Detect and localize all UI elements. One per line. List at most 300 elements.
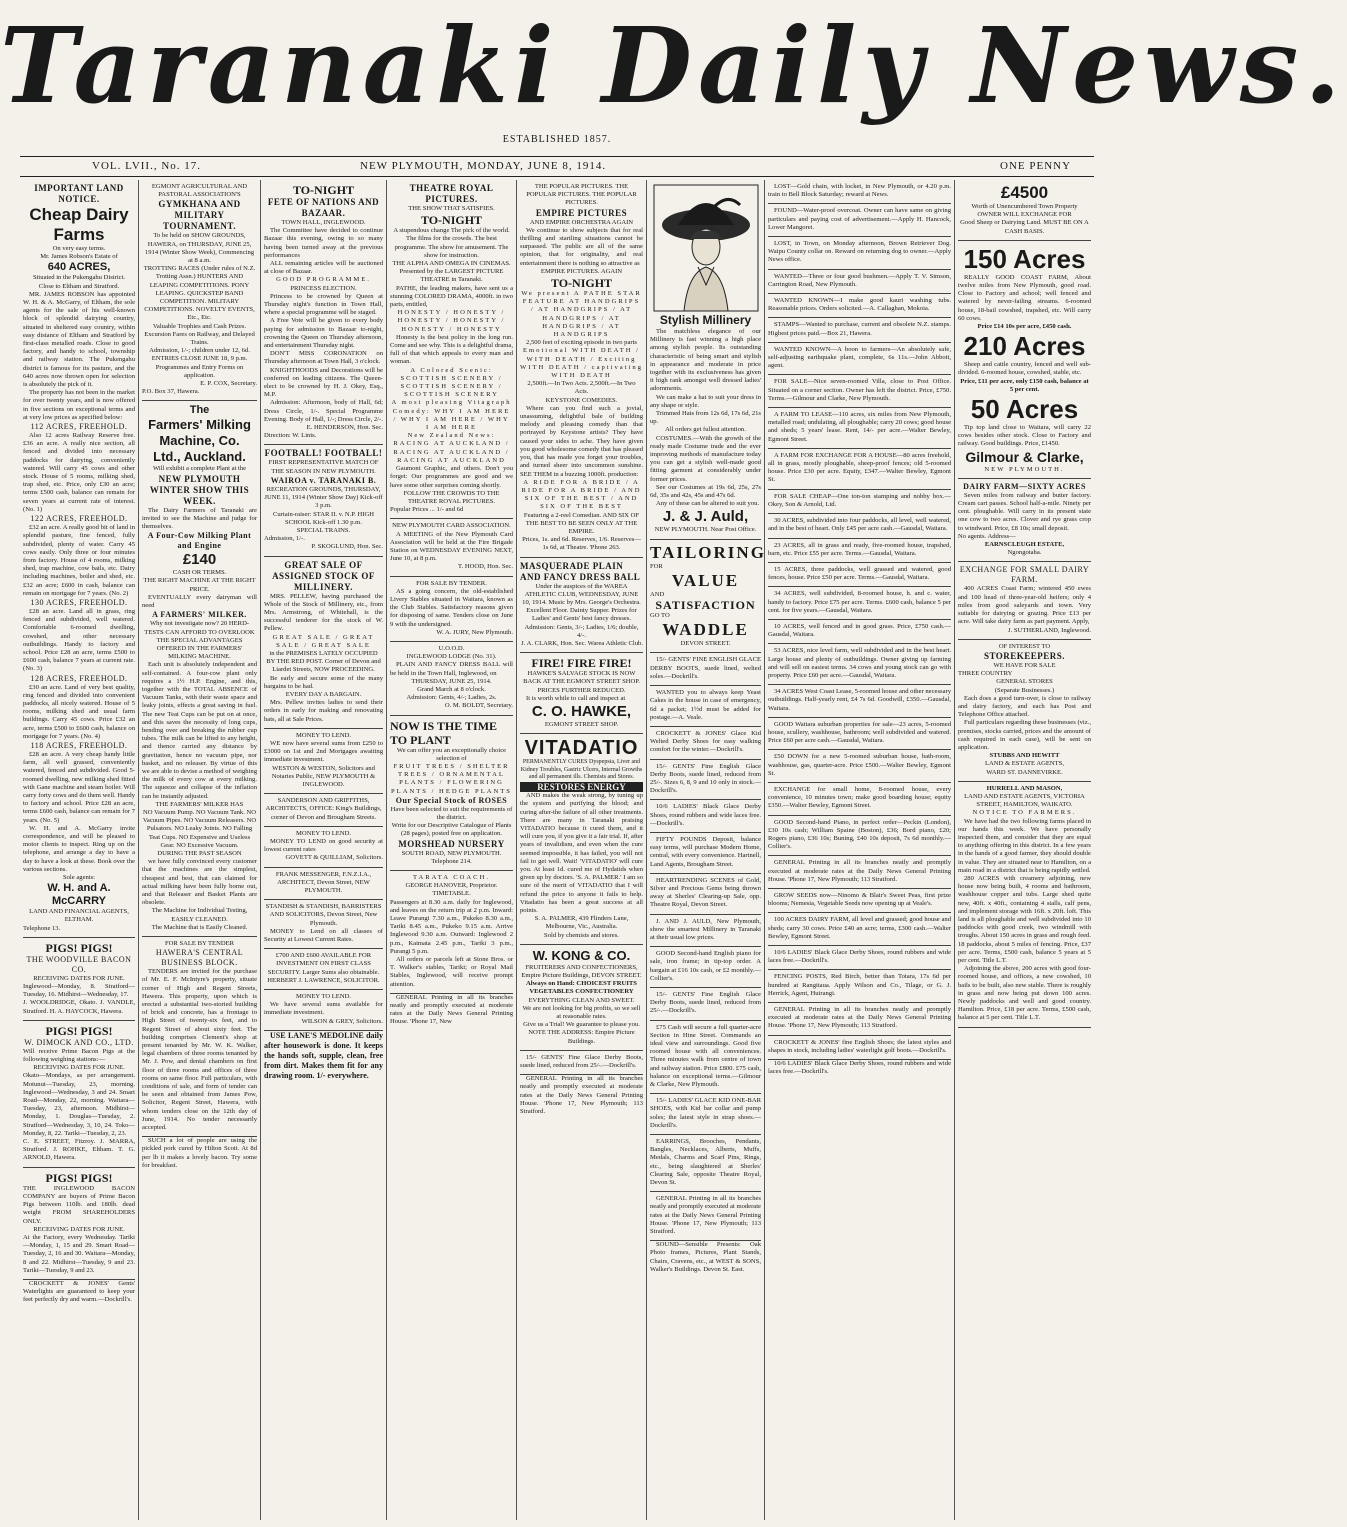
empire-keystone-body: Where can you find such a jovial, unassuming, delightful bale of building melody and pleasing comedy than that portrayed by Keystone artists? They have caused your sides to ache. They have given you good wholesome comedy that has pleased you, that has made you forget your troubles, and turned sheer into uncommon sunshine. SEE THEM in a buzzing 1000ft. production: [520,404,643,478]
pigs-dates-heading-2: RECEIVING DATES FOR JUNE. [33,1064,125,1072]
coach-heading: TARATA COACH. [413,874,490,882]
nursery-roses-body: Have been selected to suit the requirements of the district. [390,805,513,821]
fm-why: Why not investigate now? 20 HERD-TESTS CAN AFFORD TO OVERLOOK THE SPECIAL ADVANTAGES OFFERED IN THE FARMERS' MILKING MACHINE. [144,620,255,661]
small-ad-9: GOOD Second-hand English piano for sale, iron frame; in tip-top order. A bargain at £16 10s cash, or £2 monthly.—Collier's. [650,947,761,988]
section-122-body: £32 an acre. A really good bit of land in splendid pasture, fine fenced, fully subdivided, plenty of water. Carry 45 cows easily. Only three or four minutes from factory. House of 4 rooms, milking shed, trap machine, cow bails, etc. Dairy including machines, boiler and shed, etc. £32 an acre; £600 in cash, balance can remain on mortgage for 7 years. (No. 2) [23,524,135,597]
fete-princess: PRINCESS ELECTION. [290,284,357,292]
money-ad-weston [264,729,383,794]
egmont-association: EGMONT AGRICULTURAL AND PASTORAL ASSOCIATION'S [151,183,248,199]
weston-solicitors: WESTON & WESTON, Solicitors and Notaries Public, NEW PLYMOUTH & INGLEWOOD. [271,764,376,788]
column-7 [764,180,954,1520]
kong-clean: EVERYTHING CLEAN AND SWEET. [528,996,635,1004]
sanderson-ad [264,794,383,827]
pigs-dates: Inglewood—Monday, 8. Stratford—Tuesday, 16. Midhirst—Wednesday, 17. [23,983,135,999]
nursery-offer: We can offer you an exceptionally choice selection of [396,746,507,762]
classified-5: WANTED KNOWN—I make good kauri washing tubs. Reasonable prices. Orders solicited.—A. Callaghan, Mokoia. [768,294,951,318]
kong-stock: Always on Hand: CHOICEST FRUITS VEGETABLES CONFECTIONERY [526,980,637,996]
volume-number: VOL. LVII., No. 17. [92,160,202,172]
land-notice-ad [23,180,135,938]
land-notice-body: MR. JAMES ROBSON has appointed W. H. & A. McGarry, of Eltham, the sole agents for the sale of his well-known block of splendid dairying country, situated in sheltered easy country, within easy distance of Eltham and Stratford by first-class metalled roads. Close to good factory, and handy to school, township and railway station. The Pukengahu district is famous for its pasture, and the 640 acres now thrown open for selection is absolutely the pick of it. [23,290,135,389]
section-118-body: £28 an acre. A very cheap handy little farm, all well grassed, conveniently watered, fenced and subdivided. Good 5-roomed dwelling, new milking shed fitted with Gane machine and steam boiler. Will carry forty cows and do them well. Handy to factory and school. Price £28 an acre, terms £600 cash, balance can remain for 7 years. (No. 5) [23,750,135,824]
fete-tonight: TO-NIGHT [292,183,355,197]
vitadatio-restores: RESTORES ENERGY [520,782,643,792]
livery-agent: W. A. JURY, New Plymouth. [436,628,513,636]
dateline [20,160,1094,176]
coach-timetable-heading: TIMETABLE. [432,890,471,898]
estate-line: Mr. James Robson's Estate of [40,253,118,261]
classified-26: 10/6 LADIES' Black Glace Derby Shoes, round rubbers and wide laces free.—Dockrill's. [768,946,951,970]
millinery-orders: All orders get fullest attention. [665,426,746,434]
newspaper-title: Taranaki Daily News. [0,4,1347,127]
vitadatio-body: AND makes the weak strong, by tuning up the system and purifying the blood; and curing after-the failure of all other treatments. There are many in Taranaki praising VITADATIO because it cured them, and it will cure you, if you give it a fair trial. If, after years of invalidism, and even when the cure seemed impossible, it has failed, you will not fail to get well. Wait! 'VITADATIO' will cure you. At least 1d. cured me of Hydatids when given up by doctors. 'S. A. PALMER.' I am so sure of the merit of VITADATIO that I will refund the price to anyone it fails to help. Vitadatio has been a great success at all points. [520,792,643,914]
hurrell-mason: HURRELL AND MASON, [986,784,1063,792]
acres-210-body: Sheep and cattle country, fenced and well sub-divided. 6-roomed house, cowshed, stable, etc. [958,361,1091,377]
hawke-name: C. O. HAWKE, [531,702,632,720]
football-first: FIRST REPRESENTATIVE MATCH OF THE SEASON IN NEW PLYMOUTH. [268,459,379,475]
fete-knighthoods: KNIGHTHOODS and Decorations will be conferred on leading citizens. The Queen-elect to be crowned by H. J. Okey, Esq., M.P. [264,366,383,399]
acres-150-price: Price £14 10s per acre, £450 cash. [977,323,1072,331]
storekeepers-interest: OF INTEREST TO [998,642,1051,650]
empire-heading: EMPIRE PICTURES [535,207,628,218]
pigs-ad-dimock [23,1021,135,1168]
empire-body: We continue to show subjects that for real thrilling and startling situations cannot be surpassed. The public are all of the same opinion, that for originality, and real entertainment there is nothing so attractive as [520,226,643,267]
classified-12: 30 ACRES, subdivided into four paddocks, all level, well watered, and in the best of heart. Only £45 per acre cash.—Gausdal, Waitara. [768,514,951,538]
exchange-dairy-heading: EXCHANGE FOR SMALL DAIRY FARM. [959,565,1090,585]
small-ad-5: 10/6 LADIES' Black Glace Derby Shoes, round rubbers and wide laces free.—Dockrill's. [650,800,761,833]
messenger-ad [264,868,383,901]
nursery-heading: NOW IS THE TIME TO PLANT [390,718,498,747]
pigs-ad-woodville [23,938,135,1021]
section-112-body: Also 12 acres Railway Reserve free. £36 an acre. A really nice section, all fenced and divided into necessary paddocks for dairying, conveniently watered. Will carry 45 cows and other stock. House of 5 rooms, milking shed, trap shed, etc. Price, only £30 an acre; terms £500 cash, balance can remain for seven years at current rate of interest. (No. 1) [23,432,135,513]
pigs-body-3: THE INGLEWOOD BACON COMPANY are buyers of Prime Bacon Pigs between 110lb. and 180lb. dead weight FROM SHAREHOLDERS ONLY. [23,1184,135,1225]
classified-14: 15 ACRES, three paddocks, well grassed and watered, good fences, house. Price £50 per acre. Terms.—Gausdal, Waitara. [768,563,951,587]
classified-9: A FARM TO LEASE—110 acres, six miles from New Plymouth, metalled road; undulating, all ploughable; carry 20 cows; good house and sheds; 5 years' lease. Rent, 14/- per acre.—Walter Bewley, Egmont Street. [768,408,951,449]
theatre-gaumont: Gaumont Graphic, and others. Don't you forget: Our programmes are good and we have some other surprises coming shortly. [390,465,513,489]
football-trains: SPECIAL TRAINS. [296,526,351,534]
standish-body: MONEY to Lend on all classes of Security at Lowest Current Rates. [264,927,383,944]
theatre-honesty-body: Honesty is the best policy in the long run. Come and see why. This is a delightful drama, full of that which appeals to every man and woman. [390,333,513,366]
fm-during: DURING THE PAST SEASON [157,849,242,857]
theatre-heading: THEATRE ROYAL PICTURES. [409,183,494,204]
livery-body: AS a going concern, the old-established Livery Stables situated in Waitara, known as the Club Stables. Satisfactory reasons given for disposing of same. Tenders close on June 9 with the undersigned. [390,587,513,628]
millinery-make: We can make a hat to suit your dress in any shape or style. [650,393,761,409]
classified-1: LOST—Gold chain, with locket, in New Plymouth, or 4.20 p.m. train to Bell Block Saturday; reward at News. [768,180,951,204]
hawke-shop: EGMONT STREET SHOP. [544,720,619,728]
empire-orchestra: AND EMPIRE ORCHESTRA AGAIN [529,218,634,226]
pigs-company: THE WOODVILLE BACON CO. [26,954,132,974]
theatre-prices: Popular Prices ... 1/- and 6d [390,506,464,514]
empire-again: EMPIRE PICTURES. AGAIN [540,267,623,275]
exchange-dairy-ad [958,562,1091,639]
messenger-architect: FRANK MESSENGER, F.N.Z.I.A., ARCHITECT, Devon Street, NEW PLYMOUTH. [275,870,372,895]
gymkhana-events: TROTTING RACES (Under rules of N.Z. Trotting Assn.) HUNTERS AND LEAPING COMPETITIONS. PONY LEAPING. QUICKSTEP BAND COMPETITION. MILITARY COMPETITIONS. NOVELTY EVENTS, Etc., Etc. [143,265,256,322]
pigs-heading: PIGS! PIGS! [45,940,113,955]
millinery-body: The matchless elegance of our Millinery is fast winning a high place among stylish people. Its outstanding characteristic of being smart and stylish in appearance and moderate in price together with its exclusiveness has given it high rank amongst well dressed ladies' adornments. [650,328,761,393]
football-grounds: RECREATION GROUNDS, THURSDAY, JUNE 11, 1914 (Winter Show Day) Kick-off 3 p.m. [264,485,383,510]
auld-address: NEW PLYMOUTH. Near Post Office. [654,526,757,534]
fm-has: THE FARMERS' MILKER HAS [155,800,244,808]
storekeepers-stores: GENERAL STORES [996,678,1053,686]
fm-the: The [189,404,210,417]
nursery-catalogue: Write for our Descriptive Catalogue of Plants (28 pages), posted free on application. [391,822,512,838]
small-ad-12: 15/- LADIES' GLACE KID ONE-BAR SHOES, with Kid bar collar and pump soles; the latest style in strap shoes.—Dockrill's. [650,1094,761,1135]
coach-proprietor: GEORGE HANOVER, Proprietor. [405,882,498,890]
dairy-farm-heading: DAIRY FARM—SIXTY ACRES [963,481,1086,491]
theatre-vitagraph: A most pleasing Vitagraph Comedy: WHY I AM HERE / WHY I AM HERE / WHY I AM HERE [391,399,512,432]
theatre-racing: New Zealand News: RACING AT AUCKLAND / RACING AT AUCKLAND / RACING AT AUCKLAND [393,432,510,464]
gilmour-clarke-ad [958,241,1091,479]
dairy-farm-ad [958,479,1091,563]
empire-keystone: KEYSTONE COMEDIES. [545,396,618,404]
empire-prices: Prices, 1s. and 6d. Reserves, 1/6. Reserves—1s 6d, at Theatre. 'Phone 263. [522,536,641,552]
acres-50-body: Tip top land close to Waitara, will carry 22 cows besides other stock. Close to Factory and railway. Good buildings. Price, £1450. [958,424,1091,448]
gymkhana-secretary: E. P. COX, Secretary. [200,380,257,388]
small-ad-1: 15/- GENTS' FINE ENGLISH GLACE DERBY BOOTS, suede lined, welted soles.—Dockrill's. [650,653,761,686]
issue-date: NEW PLYMOUTH, MONDAY, JUNE 8, 1914. [360,160,607,172]
farmers-milking-ad [142,401,257,937]
nursery-roses: Our Special Stock of ROSES [395,795,508,805]
sanderson-architects: SANDERSON AND GRIFFITHS, ARCHITECTS, OFFICE: King's Buildings, corner of Devon and Brougham Streets. [265,797,382,821]
lawrence-investment: £700 AND £600 AVAILABLE FOR INVESTMENT ON FIRST CLASS SECURITY. Larger Sums also obtainable. HERBERT J. LAWRENCE, SOLICITOR. [267,952,380,984]
millinery-sale-body: MRS. PELLEW, having purchased the Whole of the Stock of Millinery, etc., from Mrs. Armstrong, of Whitehall, is the successful tenderer for the stock of W. Pellew. [264,592,383,633]
pigs-body-2: Will receive Prime Bacon Pigs at the following weighing stations:— [23,1047,135,1064]
notice-farmers: NOTICE TO FARMERS. [972,809,1077,817]
empire-popular: THE POPULAR PICTURES. THE POPULAR PICTURES. THE POPULAR PICTURES. [526,183,637,207]
hawke-worth: It is worth while to call and inspect at [526,694,626,702]
fm-four-cow: A Four-Cow Milking Plant and Engine [147,531,252,551]
waddle-street: DEVON STREET. [680,640,731,648]
millinery-bargain: EVERY DAY A BARGAIN. [285,690,362,698]
storekeepers-body: Each does a good turn-over, is close to railway and dairy factory, and each has Post and Telephone Office attached. [958,694,1091,719]
small-ad-11: £75 Cash will secure a full quarter-acre Section in Hine Street. Commands an ideal view and surroundings. Good five roomed house with all conveniences. Three minutes walk from centre of town and railway station. Price £800. £75 cash, balance on exceptional terms.—Gilmour & Clarke, New Plymouth. [650,1021,761,1095]
acres-280: 280 ACRES with creamery adjoining, new house now being built, 4 rooms and bathroom, washhouse copper and tubs. Large shed quite new, 40ft. x 40ft., containing 4 stalls, calf pens, and implement storage with 16ft. x 20ft. loft. This land is all ploughable and well subdivided into 10 paddocks with good creek, two windmill with troughs. About 150 acres in grass and rough feed. 18 paddocks, about 5 miles of fencing. Price, £37 per acre. Terms, £500 cash, balance 5 years at 5 per cent. Title L.T. [958,874,1091,965]
pigs-dates-3: At the Factory, every Wednesday. Tariki—Monday, 1, 15 and 29. Smart Road—Tuesday, 2, 16 and 30. Waitara—Monday, 8 and 22. Midhirst—Tuesday, 9 and 23. Tariki—Tuesday, 9 and 23. [23,1233,135,1274]
section-118-heading: 118 ACRES, FREEHOLD. [30,740,128,750]
classified-15: 34 ACRES, well subdivided, 8-roomed house, h. and c. water, handy to factory. Price £75 per acre. Terms. £600 cash, balance 5 per cent. for five years.—Gausdal, Waitara. [768,587,951,620]
masthead-rule-bottom [20,176,1094,177]
pigs-company-2: W. DIMOCK AND CO., LTD. [24,1037,134,1047]
hurrell-mason-ad [958,782,1091,1028]
mcgarry-agents-sub: LAND AND FINANCIAL AGENTS, ELTHAM. [29,908,129,924]
printing-ad-2: GENERAL Printing in all its branches neatly and promptly executed at moderate rates at the Daily News General Printing House. 'Phone 17, New Plymouth; 113 Stratford. [520,1075,643,1116]
card-body: A MEETING of the New Plymouth Card Association will be held at the Fire Brigade Station on WEDNESDAY EVENING NEXT, June 10, at 8 p.m. [390,530,513,563]
masquerade-secretary: J. A. CLARK, Hon. Sec. Warea Athletic Club. [521,639,643,647]
morshead-nursery: MORSHEAD NURSERY [398,838,505,849]
pigs-agents: J. WOOLDRIDGE, Okato. J. VANDLE, Stratford. H. A. HAYCOCK, Hawera. [23,999,135,1015]
millinery-costumes: COSTUMES.—With the growth of the ready made Costume trade and the ever improving methods of manufacture today you can get a stylish well-made good fitting garment at considerably under former prices. [650,434,761,483]
masquerade-body: Under the auspices of the WAREA ATHLETIC CLUB, WEDNESDAY, JUNE 10, 1914. Music by Mrs. George's Orchestra. Excellent Floor. Dainty Supper. Prizes for Ladies' and Gents' best fancy dresses. Admission: Gents, 3/-; Ladies, 1/6; double, 4/-. [522,582,641,639]
football-secretary: P. SKOGLUND, Hon. Sec. [311,543,383,551]
masquerade-heading: MASQUERADE PLAIN AND FANCY DRESS BALL [520,560,641,582]
empire-ride-body: Featuring a 2-reel Comedian. AND SIX OF THE BEST TO BE SEEN ONLY AT THE EMPIRE. [523,511,640,535]
acres-640: 640 ACRES, [47,261,111,274]
sole-agents-label: Sole agents: [62,874,96,882]
column-1 [20,180,138,1520]
section-128-body: £30 an acre. Land of very best quality, ring fenced and divided into convenient paddocks, all nicely watered. House of 5 rooms, milking shed and usual farm buildings. Carry 45 cows. Price £32 an acre, terms £500 to £600 cash, balance on mortgage for 7 years. (No. 4) [23,683,135,740]
classified-2: FOUND—Water-proof overcoat. Owner can have same on giving particulars and paying cost of advertisement.—Apply H. Hancock, Lower Mangorei. [768,204,951,237]
column-2 [138,180,260,1520]
pigs-heading-3: PIGS! PIGS! [45,1170,113,1185]
kong-profits: We are not looking for big profits, so we sell at reasonable rates. [522,1004,641,1021]
gymkhana-pobox: P.O. Box 37, Hawera. [142,388,200,396]
classified-16: 10 ACRES, well fenced and in good grass. Price, £750 cash.—Gausdal, Waitara. [768,620,951,644]
classified-30: 10/6 LADIES' Black Glace Derby Shoes, round rubbers and wide laces free.—Dockrill's. [768,1060,951,1076]
waddle-name: WADDLE [662,620,749,640]
waddle-and: AND [650,590,665,598]
auld-name: J. & J. Auld, [662,508,749,526]
classified-24: GROW SEEDS now—Ninomo & Blair's Sweet Peas, first prize blooms; Nemesia, Vegetable Seeds now opening up at Veale's. [768,889,951,913]
small-ad-14: GENERAL Printing in all its branches neatly and promptly executed at moderate rates at the Daily News General Printing House. 'Phone 17, New Plymouth; 113 Stratford. [650,1192,761,1241]
fm-right: THE RIGHT MACHINE AT THE RIGHT PRICE. [143,577,256,593]
classified-13: 23 ACRES, all in grass and ready, five-roomed house, trapshed, barn, etc. Price £55 per acre. Terms.—Gausdal, Waitara. [768,539,951,563]
acres-150-body: REALLY GOOD COAST FARM, About twelve miles from New Plymouth, good road. Close to Factory and school; well fenced and watered by never-failing streams. 6-roomed house, 18-bail cowshed, trapshed, etc. Will carry 60 cows. [958,273,1091,322]
fete-body: The Committee have decided to continue Bazaar this evening, owing to so many having been turned away at the previous performances [264,227,383,259]
vitadatio-ad [520,734,643,945]
stubbs-address: WARD ST. DANNEVIRKE. [986,768,1063,776]
money-body: WE now have several sums from £250 to £3000 on 1st and 2nd Mortgages awaiting immediate investment. [264,739,383,764]
small-ad-4: 15/- GENTS' Fine English Glace Derby Boots, suede lined, reduced from 25/-. Sizes 6, 8, 9 and 10 only in stock.—Dockrill's. [650,760,761,801]
millinery-early: Be early and secure some of the many bargains to be had. [264,674,383,690]
theatre-presented: Presented by the LARGEST PICTURE THEATRE in Taranaki. [399,268,504,284]
fm-price: £140 [182,551,217,569]
medoline-ad: USE LANE'S MEDOLINE daily after housework is done. It keeps the hands soft, supple, clean, free from dirt. Makes them fit for any drawing room. 1/- everywhere. [264,1030,383,1080]
classified-8: FOR SALE—Nice seven-roomed Villa, close to Post Office. Situated on a corner section. Owner has left the district. Price, £750. Terms.—Gilmour and Clarke, New Plymouth. [768,375,951,408]
standish-ad [264,900,383,949]
classified-18: 34 ACRES West Coast Lease, 5-roomed house and other necessary outbuildings. Half-yearly rent, £4 7s 6d. Goodwill, £350.—Gausdal, Waitara. [768,685,951,718]
classified-23: GENERAL Printing in all its branches neatly and promptly executed at moderate rates at the Daily News General Printing House. 'Phone 17, New Plymouth; 113 Stratford. [768,856,951,889]
coach-ad [390,871,513,994]
theatre-pathe: PATHE, the leading makers, have sent us a stunning COLORED DRAMA, 4000ft. in two parts, entitled, [390,284,513,309]
established-line: ESTABLISHED 1857. [502,134,612,145]
small-ad-3: CROCKETT & JONES' Glace Kid Welted Derby Shoes for easy walking comfort for the winter.—Dockrill's. [650,727,761,760]
column-6 [646,180,764,1520]
classified-10: A FARM FOR EXCHANGE FOR A HOUSE—80 acres freehold, all in grass, mostly ploughable, sheep-proof fences; old 5-roomed house. Price £30 per acre. Equity, £347.—Walter Bewley, Egmont St. [768,449,951,490]
section-128-heading: 128 ACRES, FREEHOLD. [30,673,128,683]
millinery-any: Any of these can be altered to suit you. [656,500,760,508]
situated-line: Situated in the Pukengahu District. [32,274,126,282]
gymkhana-admission: Admission, 1/-; children under 12, 6d. [149,347,250,355]
dairy-farm-agents: No agents. Address— [958,532,1016,540]
section-112-heading: 112 ACRES, FREEHOLD. [30,422,128,432]
football-curtain-raiser: Curtain-raiser: STAR II. v. N.P. HIGH SCHOOL Kick-off 1.30 p.m. [272,510,375,526]
ball-march: Grand March at 8 o'clock. [417,685,486,693]
column-8 [954,180,1094,1520]
gymkhana-heading: GYMKHANA AND MILITARY TOURNAMENT. [158,199,241,232]
fm-cash: CASH OR TERMS. [172,569,227,577]
classified-22: GOOD Second-hand Piano, in perfect order—Peckin (London), £30 10s cash; William Spaine (Boston), £36; Bord piano, £20; Rogers piano, £36 10s; Buning, £40 10s deposit, 7s 6d monthly.—Collier's. [768,816,951,857]
great-sale-lines: GREAT SALE / GREAT SALE / GREAT SALE [272,633,375,649]
vitadatio-cures: PERMANENTLY CURES Dyspepsia, Liver and Kidney Troubles, Gastric Ulcers, Internal Growths and all permanent ills. Chemists and Stores. [520,759,643,781]
waddle-satisfaction: SATISFACTION [655,598,756,613]
gymkhana-ad [142,180,257,401]
money-heading-3: MONEY TO LEND. [295,993,351,1001]
fm-no-list: NO Vacuum Pump. NO Vacuum Tank. NO Vacuum Pipes. NO Vacuum Releasers. NO Pulsators. NO Leaky Joints. NO Falling Teat Cups. NO Expensive and Useless Gear. NO Excessive Vacuum. [142,808,257,849]
issue-price: ONE PENNY [1000,160,1072,172]
terms-line: On very easy terms. [52,245,106,252]
waddle-value: VALUE [671,570,740,590]
fm-dairy: The Dairy Farmers of Taranaki are invited to see the Machine and judge for themselves. [142,506,257,531]
millinery-costumes-2: See our Costumes at 19s 6d, 25s, 27s 6d, 35s and 42s, 45s and 47s 6d. [650,483,761,500]
kong-trial: Give us a Trial! We guarantee to please you. [523,1021,640,1029]
small-ad-13: EARRINGS, Brooches, Pendants, Bangles, Necklaces, Alberts, Muffs, Medals, Charms and Scarf Pins, Rings, etc., being slaughtered at Sherles' Clearing Sale, opposite Theatre Royal, Devon St. [650,1135,761,1192]
land-notice-heading: IMPORTANT LAND NOTICE. [34,183,124,204]
gilmour-clarke-name: Gilmour & Clarke, [965,448,1084,465]
classified-7: WANTED KNOWN—A boon to farmers—An absolutely safe, self-adjusting earthquake plant, complete, 6s 11s.—John Abbott, agent. [768,343,951,376]
theatre-honesty: HONESTY / HONESTY / HONESTY / HONESTY / HONESTY / HONESTY [397,309,506,333]
theatre-satisfies: THE SHOW THAT SATISFIES. [408,205,495,212]
columns [20,180,1094,1520]
lady-hat-icon [654,185,758,311]
millinery-trimmed: Trimmed Hats from 12s 6d, 17s 6d, 21s up. [650,410,761,426]
pickled-pork-ad: SUCH a lot of people are using the pickled pork cured by Hilton Scott. At 8d per lb it makes a lovely bacon. Try some for breakfast. [142,1137,257,1169]
classified-20: £50 DOWN for a new 5-roomed suburban house, bath-room, washhouse, gas, quarter-acre. Price £500.—Walter Bewley, Egmont St. [768,750,951,783]
fm-exhibit: Will exhibit a complete Plant at the [152,465,247,473]
kong-name: W. KONG & CO. [532,947,631,963]
hawke-fire: FIRE! FIRE FIRE! [531,656,632,671]
fete-vote: A Free Vote will be given to every body paying for admission to Bazaar to-night, crowning the Queen on Thursday afternoon, and entertainment Thursday night. [264,317,383,350]
money-ad-govett [264,827,383,868]
theatre-royal-ad [390,180,513,519]
column-4 [386,180,516,1520]
hawera-tender-ad [142,937,257,1137]
empire-handgrips-body: 2,500 feet of exciting episode in two parts [526,339,637,347]
section-122-heading: 122 ACRES, FREEHOLD. [30,514,128,524]
nursery-ad [390,716,513,871]
tender-block: HAWERA'S CENTRAL BUSINESS BLOCK. [155,948,244,968]
gymkhana-trophies: Valuable Trophies and Cash Prizes. [152,322,247,330]
fm-testing: The Machine for Individual Testing, EASILY CLEANED. [151,907,248,923]
wilson-solicitors: WILSON & GREY, Solicitors. [301,1017,383,1025]
classified-6: STAMPS—Wanted to purchase, current and obsolete N.Z. stamps. Highest prices paid.—Box 21, Hawera. [768,318,951,342]
kong-address: FRUITERERS AND CONFECTIONERS, Empire Picture Buildings, DEVON STREET. [521,963,642,980]
ball-uood: U.O.O.D. [438,644,465,652]
land-notice-body-2: The property has not been in the market for over twenty years, and is now offered in five sections on exceptional terms and at very low prices as specified below: [23,389,135,421]
small-ad-7: HEARTRENDING SCENES of Gold, Silver and Precious Gems being thrown away at Sherles' Clearing-up Sale, opp. Theatre Royal, Devon Street. [650,874,761,915]
acres-210-price: Price, £11 per acre, only £150 cash, balance at 5 per cent. [960,377,1089,393]
hawke-ad [520,653,643,734]
card-association-ad [390,519,513,576]
ball-lodge: INGLEWOOD LODGE (No. 31). [406,653,497,661]
storekeepers-separate: (Separate Businesses.) [994,686,1055,694]
football-admission: Admission, 1/-. [264,535,305,543]
land-notice-closing: W. H. and A. McGarry invite correspondence, and will be pleased to motor clients to inspect. Ring up on the telephone, and arrange a day to have a day to have a look at these. Book over the various sections. [23,824,135,873]
fm-only: The Machine that is Easily Cleaned. [151,923,248,931]
fete-director: Direction: W. Lints. [264,432,317,440]
fete-programme: GOOD PROGRAMME. [276,276,371,284]
kong-address-note: NOTE THE ADDRESS: Empire Picture Buildings. [528,1029,635,1045]
ball-admission: Admission: Gents, 4/-; Ladies, 2s. [406,694,497,702]
coach-orders: All orders or parcels left at Stone Bros. or T. Walker's stables, Tariki; or Royal Mail Stables, Inglewood, will receive prompt attention. [390,956,513,988]
fm-ltd: Ltd., Auckland. [153,449,246,465]
fete-secretary: E. HENDERSON, Hon. Sec. [306,424,383,432]
tender-body: TENDERS are invited for the purchase of Mr. E. F. McIntyre's property, situate corner of High and Regent Streets, Hawera. This property, upon which is erected a substantial two-storied building of brick and concrete, has a frontage to High Street of twenty-six feet, and to Regent Street of about sixty feet. The building comprises Clement's shop at present tenanted by Mr. W. K. Walker, legal chambers of three rooms tenanted by Mr. J. Pow, and dental chambers on first floor of three rooms and offices of three rooms on same floor. Full particulars, with conditions of sale, and form of tender can be seen and obtained from James Pow, Solicitor, Regent Street, Hawera, with whom tenders close on the 12th day of June, 1914. No tender necessarily accepted. [142,968,257,1132]
exchange-property-ad [958,180,1091,241]
govett-solicitors: GOVETT & QUILLIAM, Solicitors. [285,854,383,862]
fm-body: Each unit is absolutely independent and self-contained. A four-cow plant only requires a 1½ H.P. Engine, and this, together with the TOTAL ABSENCE of Vacuum Tanks, with their waste space and leaky joints, effects a great saving in fuel. The new Teat Cups can be put on at once, and this saves the necessity of long cups, bending over and breaking the rubber cup tubes. The milk can be lifted to any height, and thence carried any distance by gravitation, hence no vacuum pipe, nor basket, and no releaser. By virtue of this we are able to devise a method of weighing the milk of every cow at every milking. The squeeze and collapse of the inflation can be instantly adjusted. [142,661,257,800]
theatre-follow: FOLLOW THE CROWDS TO THE THEATRE ROYAL PICTURES. [403,489,500,505]
small-ad-6: FIFTY POUNDS Deposit, balance easy terms, will purchase Modern Home, central, with every convenience. Hartnell, Land Agents, Brougham Street. [650,833,761,874]
empire-bride: A RIDE FOR A BRIDE / A RIDE FOR A BRIDE / AND SIX OF THE BEST / AND SIX OF THE BEST [521,478,642,511]
empire-feet: 2,500ft.—In Two Acts. 2,500ft.—In Two Acts. [527,380,636,396]
masthead [0,0,1347,175]
price-4500: £4500 [1000,183,1049,202]
waddle-goto: GO TO [650,612,670,620]
millinery-invites: Mrs. Pellew invites ladies to send their orders in early for making and renovating hats, all at Sale Prices. [264,699,383,723]
classified-25: 100 ACRES DAIRY FARM, all level and grassed; good house and sheds; carry 30 cows. Price £40 an acre; terms, £300 cash.—Walter Bewley, Egmont Street. [768,913,951,946]
exchange-dairy-body: 400 ACRES Coast Farm; wintered 450 ewes and 100 head of three-year-old heifers; only 4 miles from good saleyards and town. Very suitable for dairying or grazing. Price £13 per acre. Will take dairy farm as part payment. Apply, [958,585,1091,626]
football-ad [264,445,383,556]
telephone-line: Telephone 13. [23,924,61,932]
storekeepers-ad [958,640,1091,782]
theatre-tonight: TO-NIGHT [420,213,483,228]
acres-50: 50 Acres [970,394,1079,425]
waddle-tailoring: TAILORING [650,542,766,562]
waddle-ad [650,540,766,654]
notice-body: We have had the two following farms placed in our hands this week. We have personally inspected them, and consider that they are equal to anything offering in this district. In a few years in the hands of a good farmer, they should double in value. They are situated near to Hamilton, on a main road in a district that is being rapidly settled. [958,817,1091,874]
vitadatio-sold: Sold by chemists and stores. [544,931,619,939]
vitadatio-palmer: S. A. PALMER, 439 Flinders Lane, Melbourne, Vic., Australia. [534,915,629,931]
storekeepers-three: THREE COUNTRY [958,670,1013,678]
kong-ad [520,945,643,1051]
acres-150: 150 Acres [963,243,1086,274]
classified-27: FENCING POSTS, Red Birch, better than Totara, 17s 6d per hundred at Rangitaua. Apply Wilson and Co., Tilage, or G. J. Herrick, Agent, Huirangi. [768,970,951,1003]
fm-winter-show: NEW PLYMOUTH WINTER SHOW THIS WEEK. [149,473,250,506]
hawke-reduced: PRICES FURTHER REDUCED. [537,686,626,694]
earnscleugh-estate: EARNSCLEUGH ESTATE, [984,541,1065,549]
empire-pictures-ad [520,180,643,558]
close-line: Close to Eltham and Stratford. [38,282,120,290]
fm-during-body: we have fully convinced every customer that the machines are the simplest, cheapest and best, that can claimed for actual milking have been fully borne out, and that Releaser and Basket Plants are obsolete. [142,858,257,907]
cheap-dairy-farms-title: Cheap Dairy Farms [29,205,129,244]
small-ad-8: J. AND J. AULD, New Plymouth, show the smartest Millinery in Taranaki at their usual low prices. [650,915,761,948]
tender-heading: FOR SALE BY TENDER [164,940,235,948]
storekeepers-have: WE HAVE FOR SALE [993,661,1056,669]
acres-200: Adjoining the above, 200 acres with good four-roomed house, and offices, a new cowshed, 10 bails to be built, also new stable. There is roughly in grass and now being put down 100 acres. Newly paddocks and well and good country. Hamilton. Price, £18 per acre. Terms, £500 cash, balance at 5 per cent. Title L.T. [958,965,1091,1022]
classified-4: WANTED—Three or four good bushmen.—Apply T. V. Simson, Carrington Road, New Plymouth. [768,270,951,294]
classified-11: FOR SALE CHEAP—One ton-ton stamping and nobby box.—Okey, Son & Arnold, Ltd. [768,490,951,514]
printing-ad: GENERAL Printing in all its branches neatly and promptly executed at moderate rates at the Daily News General Printing House. 'Phone 17, New [390,993,513,1026]
gymkhana-programmes: Programmes and Entry Forms on application. [155,363,244,379]
hurrell-address: LAND AND ESTATE AGENTS, VICTORIA STREET, HAMILTON, WAIKATO. [964,792,1085,809]
dockrill-ad: 15/- GENTS' Fine Glace Derby Boots, suede lined, reduced from 25/-.—Dockrill's. [520,1051,643,1075]
fete-princess-body: Princess to be crowned by Queen at Thursday night's function in Town Hall, where a special programme will be staged. [264,292,383,317]
fete-heading: FETE OF NATIONS AND BAZAAR. [267,197,380,218]
money-body-2: MONEY TO LEND on good security at lowest current rates [264,838,383,854]
fm-milker: A FARMERS' MILKER. [152,610,247,620]
millinery-sale-ad [264,557,383,729]
small-ad-2: WANTED you to always keep Yeast Cakes in the house in case of emergency, 6d a packet; 1½d must be added for postage.—A. Veale. [650,686,761,727]
masquerade-ad [520,558,643,654]
millinery-sale-heading: GREAT SALE OF ASSIGNED STOCK OF MILLINERY. [272,559,375,592]
money-body-3: We have several sums available for immediate investment. [264,1001,383,1017]
ball-secretary: O. M. BOLDT, Secretary. [444,702,513,710]
gymkhana-excursion: Excursion Fares on Railway, and Delayed Trains. [144,330,255,347]
dress-ball-ad [390,642,513,716]
gilmour-clarke-town: NEW PLYMOUTH. [984,465,1065,473]
waddle-for: FOR [650,562,663,570]
sutherland-name: J. SUTHERLAND, Inglewood. [1008,626,1091,634]
owner-exchange: OWNER WILL EXCHANGE FOR [977,211,1072,219]
millinery-illustration [650,183,761,313]
fete-hall: TOWN HALL, INGLEWOOD. [281,219,366,226]
hawke-salvage: HAWKE'S SALVAGE STOCK IS NOW BACK AT THE EGMONT STREET SHOP. [523,670,640,686]
fete-ad [264,180,383,445]
masthead-rule-top [20,156,1094,157]
pigs-dates-2: Okato—Mondays, as per arrangement. Motunui—Tuesday, 23, morning. Inglewood—Wednesday, 3 and 24. Smart Road—Monday, 22, morning. Waitara—Tuesday, 23, afternoon. Midhirst—Monday, 1. Douglas—Tuesday, 2. Stratford—Wednesday, 3, 10, 24. Toko—Monday, 8, 22. Tariki—Tuesday, 2, 23. [23,1072,135,1137]
fete-coronation: DON'T MISS CORONATION on Thursday afternoon at Town Hall, 3 o'clock. [264,350,383,366]
fete-admission: Admission: Afternoon, body of Hall, 6d; Dress Circle, 1/-. Special Programme Evening. Body of Hall, 1/-; Dress Circle, 2/-. [264,399,383,423]
stylish-millinery-heading: Stylish Millinery [659,313,752,327]
